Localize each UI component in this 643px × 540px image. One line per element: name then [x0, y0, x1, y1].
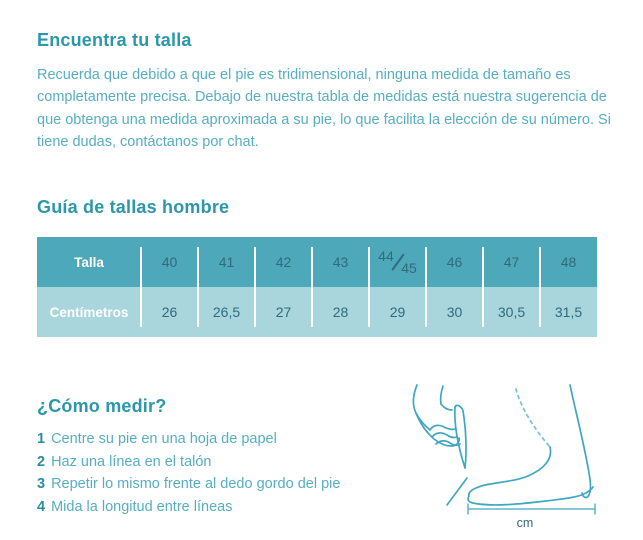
size-cell: 40 — [141, 237, 198, 287]
step-text: Centre su pie en una hoja de papel — [51, 431, 277, 447]
leg-front-path — [516, 389, 550, 447]
size-cell: 48 — [540, 237, 597, 287]
table-size-column — [255, 237, 312, 337]
toe-mark-path — [447, 478, 467, 505]
finger-path — [441, 404, 452, 410]
table-size-column — [198, 237, 255, 337]
stacked-size-value: 44 45 — [378, 248, 417, 276]
measure-step — [37, 496, 340, 519]
size-cell: 43 — [312, 237, 369, 287]
cm-cell: 26,5 — [198, 287, 255, 337]
table-size-column — [369, 237, 426, 337]
heel-path — [570, 385, 591, 497]
measure-steps — [37, 428, 340, 518]
step-text: Mida la longitud entre líneas — [51, 498, 233, 515]
size-cell — [369, 237, 426, 287]
cm-cell: 30 — [426, 287, 483, 337]
table-header-column — [37, 237, 141, 337]
sole-path — [468, 487, 593, 505]
measure-step — [37, 451, 340, 474]
how-to-measure-title: ¿Cómo medir? — [37, 396, 167, 416]
foot-measuring-illustration — [403, 381, 603, 533]
step-number: 3 — [37, 476, 46, 493]
step-text: Haz una línea en el talón — [51, 453, 212, 470]
row-label-centimetros: Centímetros — [37, 287, 141, 337]
size-cell: 46 — [426, 237, 483, 287]
intro-title: Encuentra tu talla — [37, 30, 192, 50]
table-size-column — [312, 237, 369, 337]
table-size-column — [426, 237, 483, 337]
finger-path — [432, 433, 457, 437]
instep-path — [469, 447, 551, 496]
intro-paragraph: Recuerda que debido a que el pie es tridimensional, ninguna medida de tamaño es completamente precisa. Debajo de nuestra tabla de medidas está nuestra sugerencia de que obtenga una medida aproximada a su pie, lo que facilita la elección de su número. Si tiene dudas, contáctanos por chat. — [37, 67, 611, 151]
measure-line — [468, 504, 595, 514]
step-number: 1 — [37, 431, 46, 447]
size-cell: 41 — [198, 237, 255, 287]
size-table — [37, 237, 597, 337]
cm-cell: 30,5 — [483, 287, 540, 337]
cm-cell: 28 — [312, 287, 369, 337]
measure-step — [37, 473, 340, 496]
row-label-talla: Talla — [37, 237, 141, 287]
size-cell: 42 — [255, 237, 312, 287]
step-number: 2 — [37, 453, 46, 470]
size-cell: 47 — [483, 237, 540, 287]
step-number: 4 — [37, 498, 46, 515]
step-text: Repetir lo mismo frente al dedo gordo del pie — [51, 476, 341, 493]
table-size-column — [540, 237, 597, 337]
table-size-column — [483, 237, 540, 337]
size-guide-title: Guía de tallas hombre — [37, 197, 230, 217]
cm-cell: 26 — [141, 287, 198, 337]
cm-label: cm — [516, 516, 534, 530]
table-size-column — [141, 237, 198, 337]
cm-cell: 27 — [255, 287, 312, 337]
cm-cell: 31,5 — [540, 287, 597, 337]
measure-step — [37, 428, 340, 451]
finger-path — [430, 425, 455, 430]
hand-arm-inner-path — [441, 386, 443, 404]
cm-cell: 29 — [369, 287, 426, 337]
